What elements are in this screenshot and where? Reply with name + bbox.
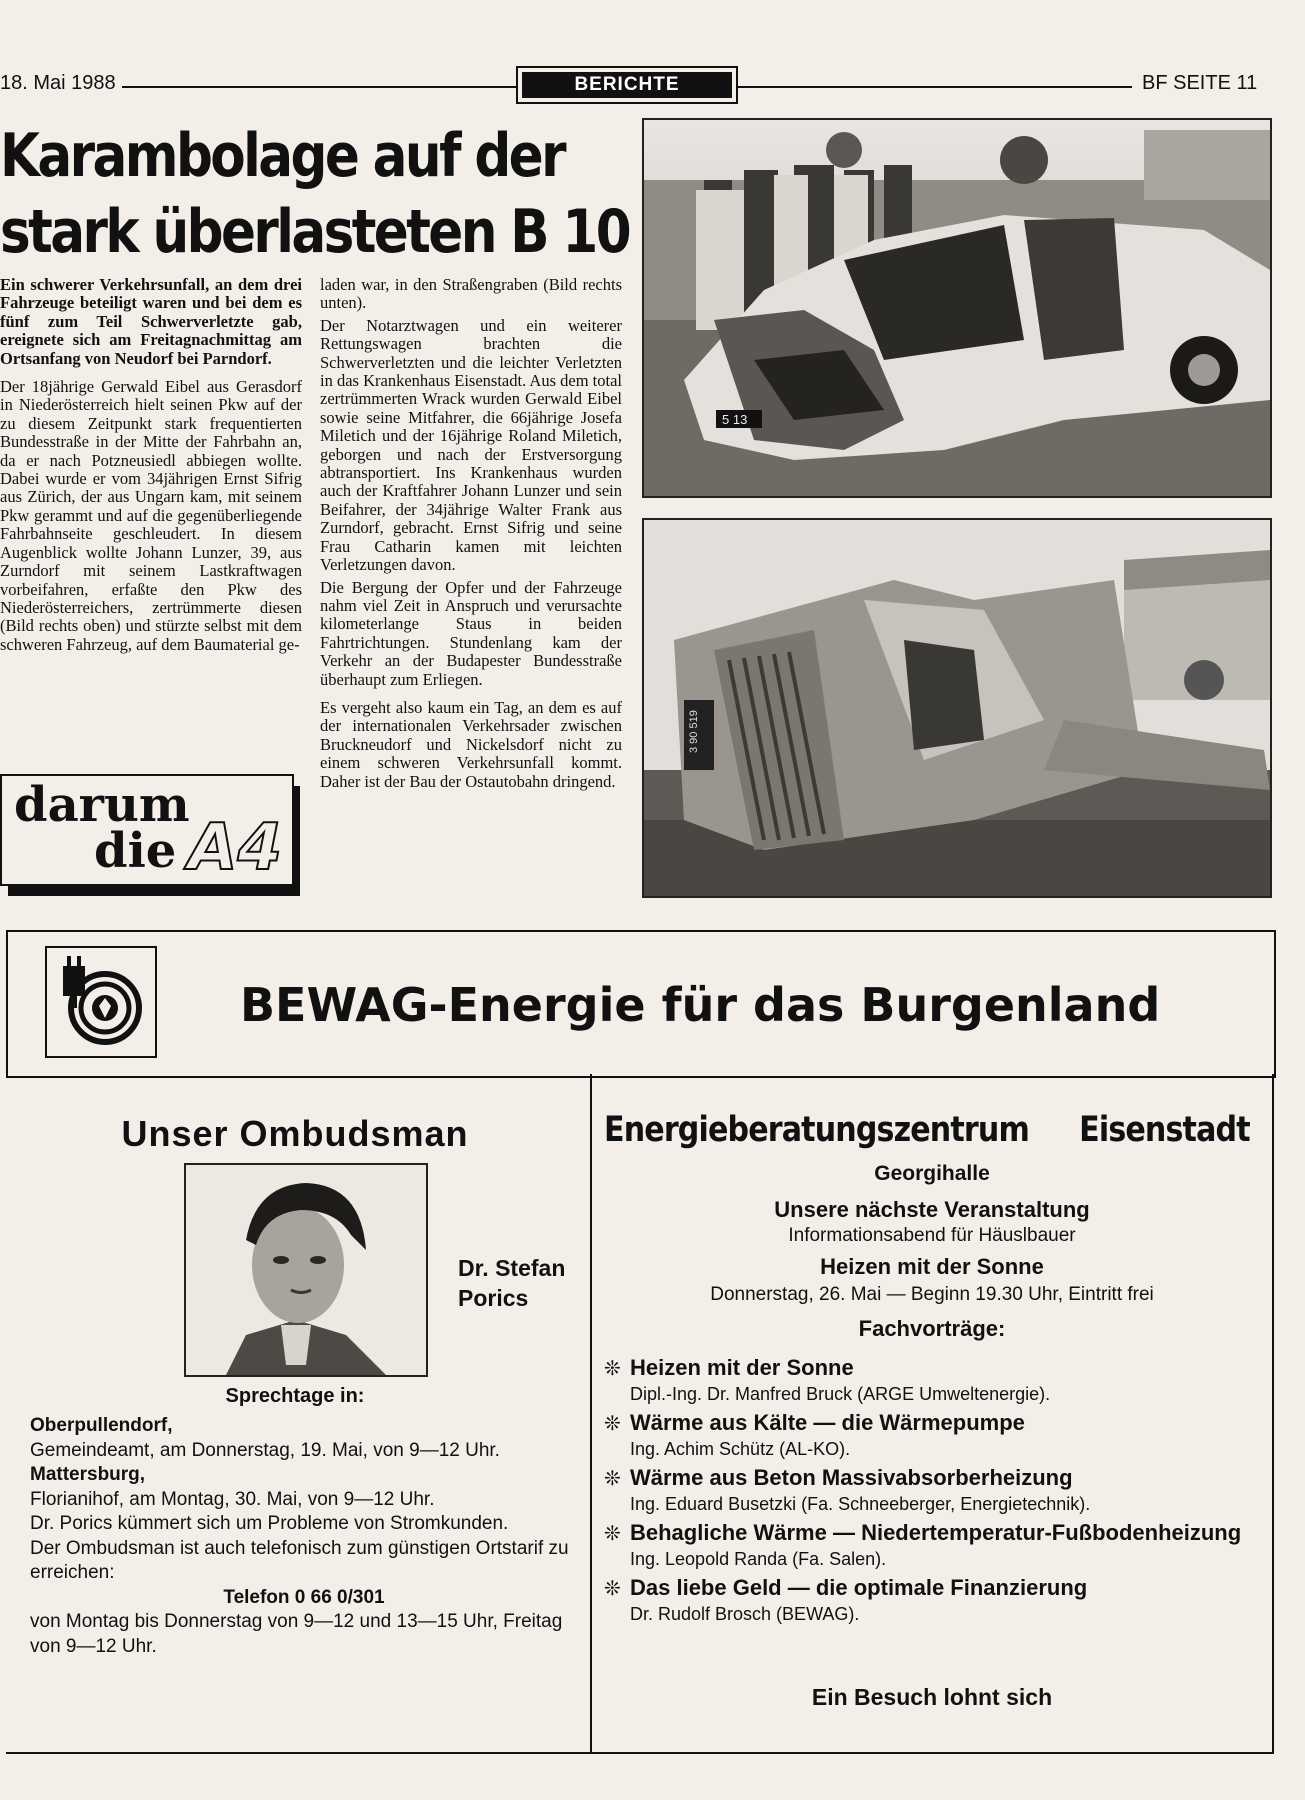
talk-speaker: Dr. Rudolf Brosch (BEWAG).	[630, 1604, 860, 1624]
a4-callout	[0, 774, 300, 896]
article-column-1	[0, 276, 302, 664]
header-rule-left	[122, 86, 516, 88]
ombudsman-heading: Unser Ombudsman	[121, 1113, 469, 1154]
article-paragraph: laden war, in den Straßengraben (Bild rechts unten).	[320, 275, 622, 313]
photo-crashed-car-image	[644, 120, 1270, 496]
talk-item	[604, 1354, 1264, 1406]
a4-callout-word-die: die	[94, 823, 177, 879]
talk-title: Wärme aus Kälte — die Wärmepumpe	[630, 1410, 1025, 1435]
photo-overturned-truck	[642, 518, 1272, 898]
talk-speaker: Ing. Eduard Busetzki (Fa. Schneeberger, Energietechnik).	[630, 1494, 1091, 1514]
headline-line-2: stark überlasteten B 10	[0, 197, 630, 267]
ombudsman-phone: Telefon 0 66 0/301	[223, 1586, 385, 1608]
article-paragraph: Die Bergung der Opfer und der Fahrzeuge nahm viel Zeit in Anspruch und verursachte kilometerlange Staus in beiden Fahrtrichtungen. Stundenlang kam der Verkehr an der Budapester Bundesstraße überhaupt zum Erliegen.	[320, 577, 622, 689]
article-column-2	[320, 276, 622, 801]
bewag-logo-icon	[47, 948, 155, 1056]
ebz-venue: Georgihalle	[874, 1162, 990, 1185]
talk-item	[604, 1574, 1264, 1626]
ebz-heading-part-2: Eisenstadt	[1079, 1110, 1250, 1150]
asterisk-bullet-icon: ❊	[604, 1413, 621, 1435]
article-paragraph: Es vergeht also kaum ein Tag, an dem es auf der internationalen Verkehrsader zwischen Bruckneudorf und Nickelsdorf nicht zu einem schweren Verkehrsunfall kommt. Daher ist der Bau der Ostautobahn dringend.	[320, 697, 622, 791]
page-number: BF SEITE 11	[1142, 72, 1258, 94]
section-label-box	[516, 66, 738, 104]
ombudsman-name	[458, 1253, 565, 1313]
ebz-heading-part-1: Energieberatungszentrum	[604, 1110, 1029, 1150]
place-1-detail: Gemeindeamt, am Donnerstag, 19. Mai, von 9—12 Uhr.	[30, 1439, 500, 1461]
ombudsman-text-1: Dr. Porics kümmert sich um Probleme von Stromkunden.	[30, 1513, 509, 1534]
article-lead: Ein schwerer Verkehrsunfall, an dem drei Fahrzeuge beteiligt waren und bei dem es fünf zum Teil Schwerverletzte gab, ereignete sich am Freitagnachmittag am Ortsanfang von Neudorf bei Parndorf.	[0, 275, 302, 368]
asterisk-bullet-icon: ❊	[604, 1523, 621, 1545]
asterisk-bullet-icon: ❊	[604, 1358, 621, 1380]
article-paragraph: Der Notarztwagen und ein weiterer Rettungswagen brachten die Schwerverletzten und die leichter Verletzten in das Krankenhaus Eisenstadt. Aus dem total zertrümmerten Wrack wurden Gerwald Eibel sowie seine Mitfahrer, die 66jährige Josefa Miletich und der 16jährige Roland Miletich, geborgen und nach der Erstversorgung abtransportiert. Ins Krankenhaus wurden auch der Kraftfahrer Johann Lunzer und sein Beifahrer, der 34jährige Walter Frank aus Zurndorf, gebracht. Ernst Sifrig und seine Frau Catharin kamen mit leichten Verletzungen davon.	[320, 315, 622, 575]
ebz-info	[592, 1160, 1272, 1344]
talk-item	[604, 1409, 1264, 1461]
bewag-ad-title: BEWAG-Energie für das Burgenland	[240, 978, 1161, 1032]
talk-title: Heizen mit der Sonne	[630, 1355, 854, 1380]
header-rule-right	[736, 86, 1132, 88]
asterisk-bullet-icon: ❊	[604, 1468, 621, 1490]
ebz-talk-list	[604, 1354, 1264, 1629]
ebz-footer: Ein Besuch lohnt sich	[811, 1684, 1053, 1710]
ebz-event-title: Heizen mit der Sonne	[820, 1254, 1044, 1279]
place-1: Oberpullendorf,	[30, 1415, 173, 1436]
ombudsman-details	[30, 1414, 578, 1659]
ebz-event-type: Informationsabend für Häuslbauer	[788, 1225, 1076, 1246]
a4-callout-frame	[0, 774, 294, 886]
headline-line-1: Karambolage auf der	[0, 121, 564, 191]
car-plate-1: 5 13	[722, 412, 748, 427]
ombudsman-text-2: Der Ombudsman ist auch telefonisch zum günstigen Ortstarif zu erreichen:	[30, 1537, 569, 1583]
talk-title: Wärme aus Beton Massivabsorberheizung	[630, 1465, 1073, 1490]
truck-plate: 3 90 519	[688, 710, 700, 753]
asterisk-bullet-icon: ❊	[604, 1578, 621, 1600]
photo-crashed-car	[642, 118, 1272, 498]
talk-speaker: Dipl.-Ing. Dr. Manfred Bruck (ARGE Umweltenergie).	[630, 1384, 1051, 1404]
issue-date: 18. Mai 1988	[0, 72, 116, 94]
talk-title: Behagliche Wärme — Niedertemperatur-Fußbodenheizung	[630, 1520, 1242, 1545]
ombudsman-name-line-2: Porics	[458, 1285, 529, 1311]
photo-overturned-truck-image	[644, 520, 1270, 896]
ebz-talks-heading: Fachvorträge:	[858, 1316, 1006, 1341]
ombudsman-portrait	[186, 1165, 426, 1375]
talk-item	[604, 1519, 1264, 1571]
talk-title: Das liebe Geld — die optimale Finanzierung	[630, 1575, 1088, 1600]
place-2-detail: Florianihof, am Montag, 30. Mai, von 9—12 Uhr.	[30, 1488, 435, 1510]
article-headline	[0, 118, 630, 270]
ebz-next-event: Unsere nächste Veranstaltung	[774, 1197, 1090, 1222]
ebz-event-date: Donnerstag, 26. Mai — Beginn 19.30 Uhr, Eintritt frei	[710, 1284, 1154, 1305]
a4-callout-word-darum: darum	[14, 777, 190, 833]
section-label: BERICHTE	[522, 72, 732, 98]
article-paragraph: Der 18jährige Gerwald Eibel aus Gerasdorf in Niederösterreich hielt seinen Pkw auf der zu diesem Zeitpunkt stark frequentierten Bundesstraße in der Mitte der Fahrbahn an, da er nach Potzneusiedl abbiegen wollte. Dabei wurde er vom 34jährigen Ernst Sifrig aus Zürich, der aus Ungarn kam, mit seinem Pkw gerammt und auf die gegenüberliegende Fahrbahnseite geschleudert. In diesem Augenblick wollte Johann Lunzer, 39, aus Zurndorf mit seinem Lastkraftwagen vorbeifahren, erfaßte den Pkw des Niederösterreichers, zertrümmerte diesen (Bild rechts oben) und stürzte selbst mit dem schweren Fahrzeug, auf dem Baumaterial ge-	[0, 377, 302, 654]
ombudsman-photo	[184, 1163, 428, 1377]
place-2: Mattersburg,	[30, 1464, 146, 1485]
talk-speaker: Ing. Leopold Randa (Fa. Salen).	[630, 1549, 887, 1569]
ebz-heading	[604, 1110, 1250, 1150]
talk-item	[604, 1464, 1264, 1516]
bewag-logo	[45, 946, 157, 1058]
sprechtage-heading: Sprechtage in:	[225, 1385, 365, 1407]
a4-badge: A4	[188, 811, 283, 885]
talk-speaker: Ing. Achim Schütz (AL-KO).	[630, 1439, 851, 1459]
ombudsman-name-line-1: Dr. Stefan	[458, 1255, 566, 1281]
ombudsman-hours: von Montag bis Donnerstag von 9—12 und 13—15 Uhr, Freitag von 9—12 Uhr.	[30, 1611, 563, 1657]
